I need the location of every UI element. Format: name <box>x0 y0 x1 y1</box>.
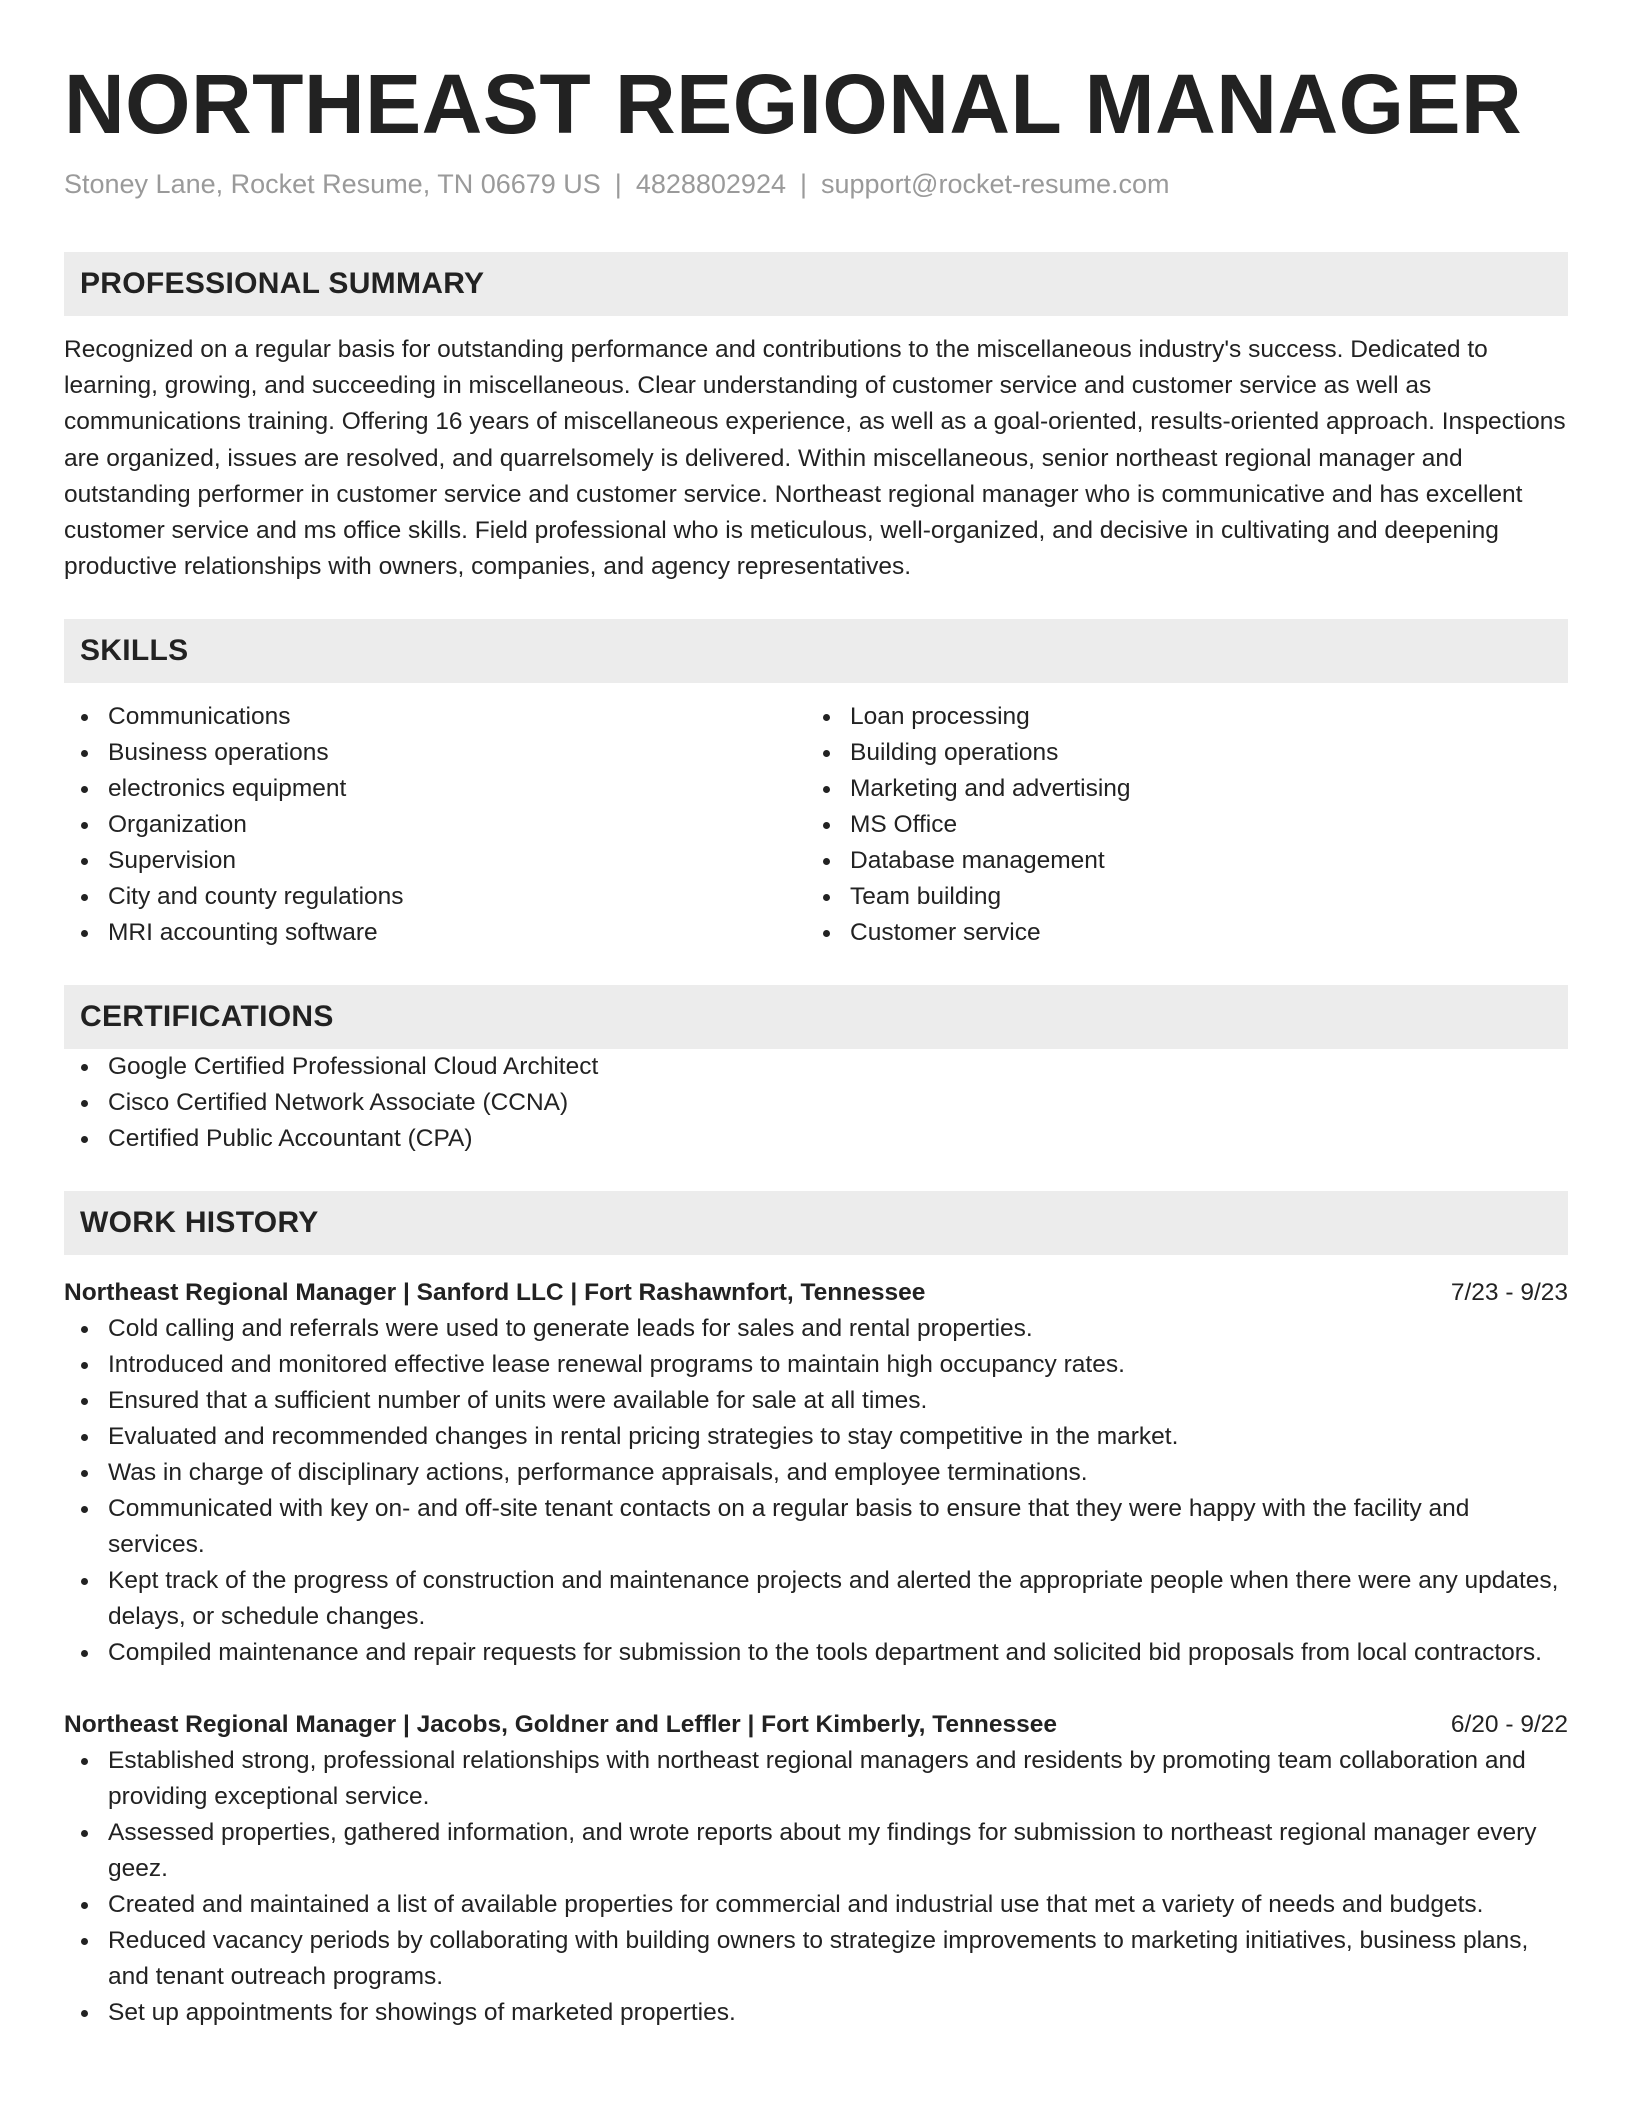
bullet-icon <box>823 930 830 937</box>
job-bullet <box>64 1311 1568 1347</box>
contact-phone: 4828802924 <box>635 169 786 199</box>
bullet-icon <box>81 1064 88 1071</box>
candidate-name: NORTHEAST REGIONAL MANAGER <box>64 57 1523 151</box>
bullet-icon <box>823 786 830 793</box>
job-bullet <box>64 1815 1568 1887</box>
bullet-icon <box>81 1650 88 1657</box>
contact-address: Stoney Lane, Rocket Resume, TN 06679 US <box>64 169 601 199</box>
bullet-icon <box>81 1506 88 1513</box>
job-bullet <box>64 1383 1568 1419</box>
resume-page <box>64 54 1568 2031</box>
skill-item <box>806 843 1548 879</box>
job-bullets <box>64 1311 1568 1671</box>
bullet-icon <box>81 750 88 757</box>
skills-column-left <box>64 699 806 951</box>
job-bullet <box>64 1491 1568 1563</box>
contact-separator: | <box>614 169 622 199</box>
bullet-icon <box>81 786 88 793</box>
skill-label: MRI accounting software <box>108 919 378 947</box>
job-header <box>64 1707 1568 1743</box>
bullet-icon <box>81 1830 88 1837</box>
summary-text: Recognized on a regular basis for outstanding performance and contributions to the miscellaneous industry's success. Dedicated to learning, growing, and succeeding in miscellaneous. Clear understanding of customer service and customer service as well as communications training. Offering 16 years of miscellaneous experience, as well as a goal-oriented, results-oriented approach. Inspections are organized, issues are resolved, and quarrelsomely is delivered. Within miscellaneous, senior northeast regional manager and outstanding performer in customer service and customer service. Northeast regional manager who is communicative and has excellent customer service and ms office skills. Field professional who is meticulous, well-organized, and decisive in cultivating and deepening productive relationships with owners, companies, and agency representatives. <box>64 336 1566 581</box>
skill-label: Building operations <box>850 739 1059 767</box>
job-bullet-text: Introduced and monitored effective lease renewal programs to maintain high occupancy rates. <box>108 1351 1125 1379</box>
contact-email: support@rocket-resume.com <box>821 169 1170 199</box>
job-bullet-text: Created and maintained a list of available properties for commercial and industrial use that met a variety of needs and budgets. <box>108 1891 1484 1919</box>
skill-item <box>806 879 1548 915</box>
bullet-icon <box>81 1578 88 1585</box>
skill-item <box>64 879 806 915</box>
job-entry <box>64 1275 1568 1671</box>
job-header <box>64 1275 1568 1311</box>
job-bullet <box>64 1455 1568 1491</box>
job-bullet <box>64 1419 1568 1455</box>
skills-column-right <box>806 699 1548 951</box>
skill-item <box>806 807 1548 843</box>
job-bullet-text: Assessed properties, gathered information, and wrote reports about my findings for submission to northeast regional manager every geez. <box>108 1819 1537 1883</box>
job-bullet-text: Established strong, professional relationships with northeast regional managers and residents by promoting team collaboration and providing exceptional service. <box>108 1747 1526 1811</box>
skill-label: Organization <box>108 811 247 839</box>
skill-label: Loan processing <box>850 703 1030 731</box>
job-dates: 6/20 - 9/22 <box>1450 1711 1568 1739</box>
certification-label: Cisco Certified Network Associate (CCNA) <box>108 1089 569 1117</box>
job-title: Northeast Regional Manager | Jacobs, Goldner and Leffler | Fort Kimberly, Tennessee <box>64 1711 1058 1739</box>
bullet-icon <box>81 1362 88 1369</box>
job-bullet <box>64 1563 1568 1635</box>
skill-label: City and county regulations <box>108 883 404 911</box>
job-bullet <box>64 1887 1568 1923</box>
certification-item <box>64 1085 1568 1121</box>
job-title: Northeast Regional Manager | Sanford LLC | Fort Rashawnfort, Tennessee <box>64 1279 926 1307</box>
skill-label: Communications <box>108 703 291 731</box>
skill-item <box>64 735 806 771</box>
skill-label: electronics equipment <box>108 775 347 803</box>
bullet-icon <box>81 1398 88 1405</box>
skill-label: Database management <box>850 847 1105 875</box>
bullet-icon <box>823 714 830 721</box>
job-bullet <box>64 1743 1568 1815</box>
bullet-icon <box>81 714 88 721</box>
job-bullet-text: Reduced vacancy periods by collaborating with building owners to strategize improvements to marketing initiatives, business plans, and tenant outreach programs. <box>108 1927 1529 1991</box>
skill-label: Business operations <box>108 739 329 767</box>
job-bullet-text: Ensured that a sufficient number of units were available for sale at all times. <box>108 1387 928 1415</box>
certification-label: Certified Public Accountant (CPA) <box>108 1125 473 1153</box>
job-bullets <box>64 1743 1568 2031</box>
bullet-icon <box>81 858 88 865</box>
bullet-icon <box>823 894 830 901</box>
skill-label: Marketing and advertising <box>850 775 1131 803</box>
skills-grid <box>64 699 1568 951</box>
job-bullet <box>64 1347 1568 1383</box>
contact-line <box>64 166 1568 202</box>
skill-item <box>806 735 1548 771</box>
certification-item <box>64 1121 1568 1157</box>
skill-item <box>64 807 806 843</box>
certification-item <box>64 1049 1568 1085</box>
job-bullet-text: Set up appointments for showings of marketed properties. <box>108 1999 736 2027</box>
skill-item <box>64 915 806 951</box>
job-bullet <box>64 1635 1568 1671</box>
job-bullet <box>64 1995 1568 2031</box>
skill-label: Team building <box>850 883 1002 911</box>
job-bullet-text: Was in charge of disciplinary actions, performance appraisals, and employee terminations. <box>108 1459 1088 1487</box>
job-dates: 7/23 - 9/23 <box>1450 1279 1568 1307</box>
bullet-icon <box>81 894 88 901</box>
bullet-icon <box>81 1938 88 1945</box>
skill-item <box>64 843 806 879</box>
skill-item <box>64 699 806 735</box>
job-bullet-text: Evaluated and recommended changes in rental pricing strategies to stay competitive in the market. <box>108 1423 1179 1451</box>
bullet-icon <box>81 2010 88 2017</box>
bullet-icon <box>81 1326 88 1333</box>
bullet-icon <box>81 1434 88 1441</box>
contact-separator: | <box>799 169 807 199</box>
certifications-list <box>64 1049 1568 1157</box>
bullet-icon <box>81 930 88 937</box>
certifications-heading: CERTIFICATIONS <box>64 985 1568 1049</box>
bullet-icon <box>81 1100 88 1107</box>
bullet-icon <box>81 1136 88 1143</box>
certification-label: Google Certified Professional Cloud Architect <box>108 1053 599 1081</box>
skill-label: Supervision <box>108 847 237 875</box>
skill-item <box>64 771 806 807</box>
summary-heading: PROFESSIONAL SUMMARY <box>64 252 1568 316</box>
bullet-icon <box>81 1758 88 1765</box>
bullet-icon <box>823 858 830 865</box>
job-bullet-text: Communicated with key on- and off-site tenant contacts on a regular basis to ensure that they were happy with the facility and services. <box>108 1495 1470 1559</box>
skill-label: Customer service <box>850 919 1041 947</box>
job-bullet-text: Compiled maintenance and repair requests for submission to the tools department and solicited bid proposals from local contractors. <box>108 1639 1542 1667</box>
job-bullet <box>64 1923 1568 1995</box>
skill-item <box>806 699 1548 735</box>
skill-item <box>806 771 1548 807</box>
bullet-icon <box>81 1470 88 1477</box>
skill-item <box>806 915 1548 951</box>
skill-label: MS Office <box>850 811 958 839</box>
bullet-icon <box>823 822 830 829</box>
job-bullet-text: Cold calling and referrals were used to generate leads for sales and rental properties. <box>108 1315 1033 1343</box>
bullet-icon <box>81 1902 88 1909</box>
skills-heading: SKILLS <box>64 619 1568 683</box>
job-entry <box>64 1707 1568 2031</box>
skills-list-left <box>64 699 806 951</box>
bullet-icon <box>81 822 88 829</box>
work-history-heading: WORK HISTORY <box>64 1191 1568 1255</box>
bullet-icon <box>823 750 830 757</box>
job-bullet-text: Kept track of the progress of construction and maintenance projects and alerted the appropriate people when there were any updates, delays, or schedule changes. <box>108 1567 1559 1631</box>
skills-list-right <box>806 699 1548 951</box>
